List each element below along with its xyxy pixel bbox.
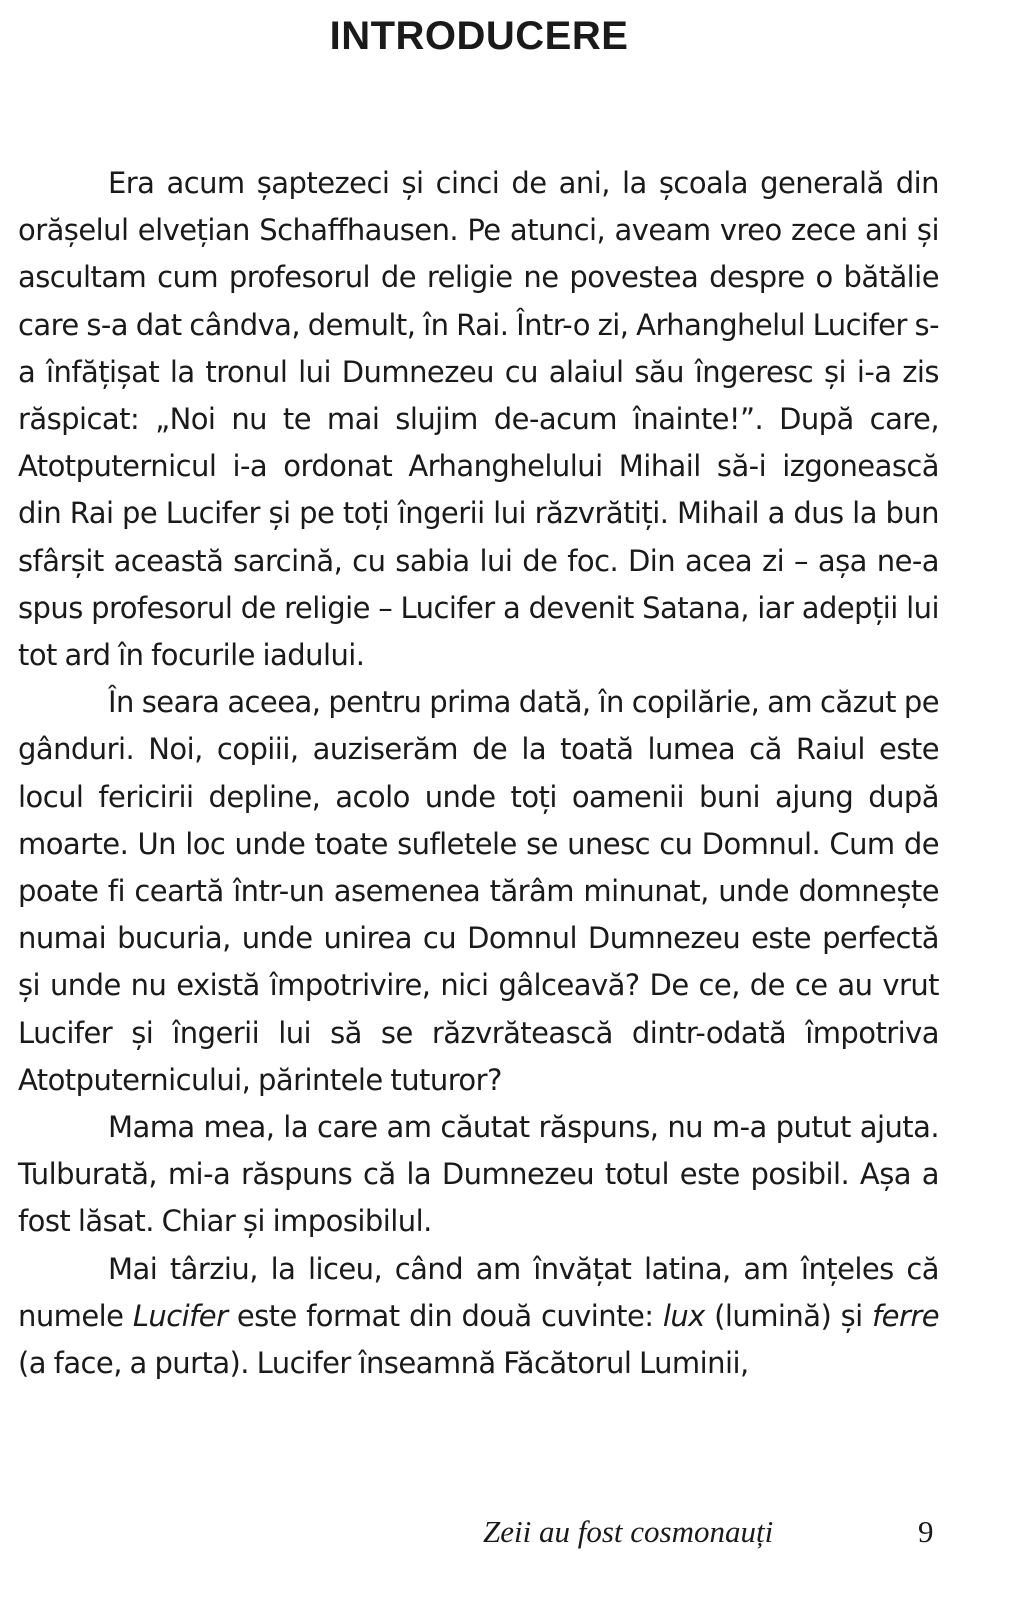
paragraph	[18, 1104, 939, 1246]
italic-word-lux: lux	[662, 1298, 705, 1333]
chapter-title: INTRODUCERE	[329, 14, 629, 58]
italic-word-ferre: ferre	[872, 1298, 940, 1333]
body-text	[18, 160, 939, 1387]
paragraph	[18, 1246, 939, 1388]
text-run: Mama mea, la care am căutat răspuns, nu m-a putut ajuta. Tulburată, mi-a răspuns că la Dumnezeu totul este posibil. Așa a fost lăsat. Chiar și imposibilul.	[18, 1110, 939, 1239]
running-book-title: Zeii au fost cosmonauți	[483, 1514, 774, 1549]
text-run: este format din două cuvinte:	[227, 1298, 663, 1333]
text-run: (a face, a purta). Lucifer înseamnă Făcătorul Luminii,	[18, 1346, 749, 1381]
paragraph	[18, 160, 939, 679]
italic-word-lucifer: Lucifer	[132, 1298, 228, 1333]
text-run: Mai târziu, la liceu, când am învățat latina, am înțeles că numele	[18, 1251, 939, 1333]
page-number: 9	[918, 1514, 934, 1549]
paragraph	[18, 679, 939, 1104]
text-run: În seara aceea, pentru prima dată, în copilărie, am căzut pe gânduri. Noi, copiii, auziserăm de la toată lumea că Raiul este locul fericirii depline, acolo unde toți oamenii buni ajung după moarte. Un loc unde toate sufletele se unesc cu Domnul. Cum de poate fi ceartă într-un asemenea tărâm minunat, unde domnește numai bucuria, unde unirea cu Domnul Dumnezeu este perfectă și unde nu există împotrivire, nici gâlceavă? De ce, de ce au vrut Lucifer și îngerii lui să se răzvrătească dintr-odată împotriva Atotputernicului, părintele tuturor?	[18, 685, 939, 1097]
text-run: (lumină) și	[704, 1298, 873, 1333]
text-run: Era acum șaptezeci și cinci de ani, la școala generală din orășelul elvețian Schaffhausen. Pe atunci, aveam vreo zece ani și ascultam cum profesorul de religie ne povestea despre o bătălie care s-a dat cândva, demult, în Rai. Într-o zi, Arhanghelul Lucifer s-a înfățișat la tronul lui Dumnezeu cu alaiul său îngeresc și i-a zis răspicat: „Noi nu te mai slujim de-acum înainte!”. După care, Atotputernicul i-a ordonat Arhanghelului Mihail să-i izgonească din Rai pe Lucifer și pe toți îngerii lui răzvrătiți. Mihail a dus la bun sfârșit această sarcină, cu sabia lui de foc. Din acea zi – așa ne-a spus profesorul de religie – Lucifer a devenit Satana, iar adepții lui tot ard în focurile iadului.	[18, 166, 939, 673]
page-footer	[0, 1512, 1012, 1552]
